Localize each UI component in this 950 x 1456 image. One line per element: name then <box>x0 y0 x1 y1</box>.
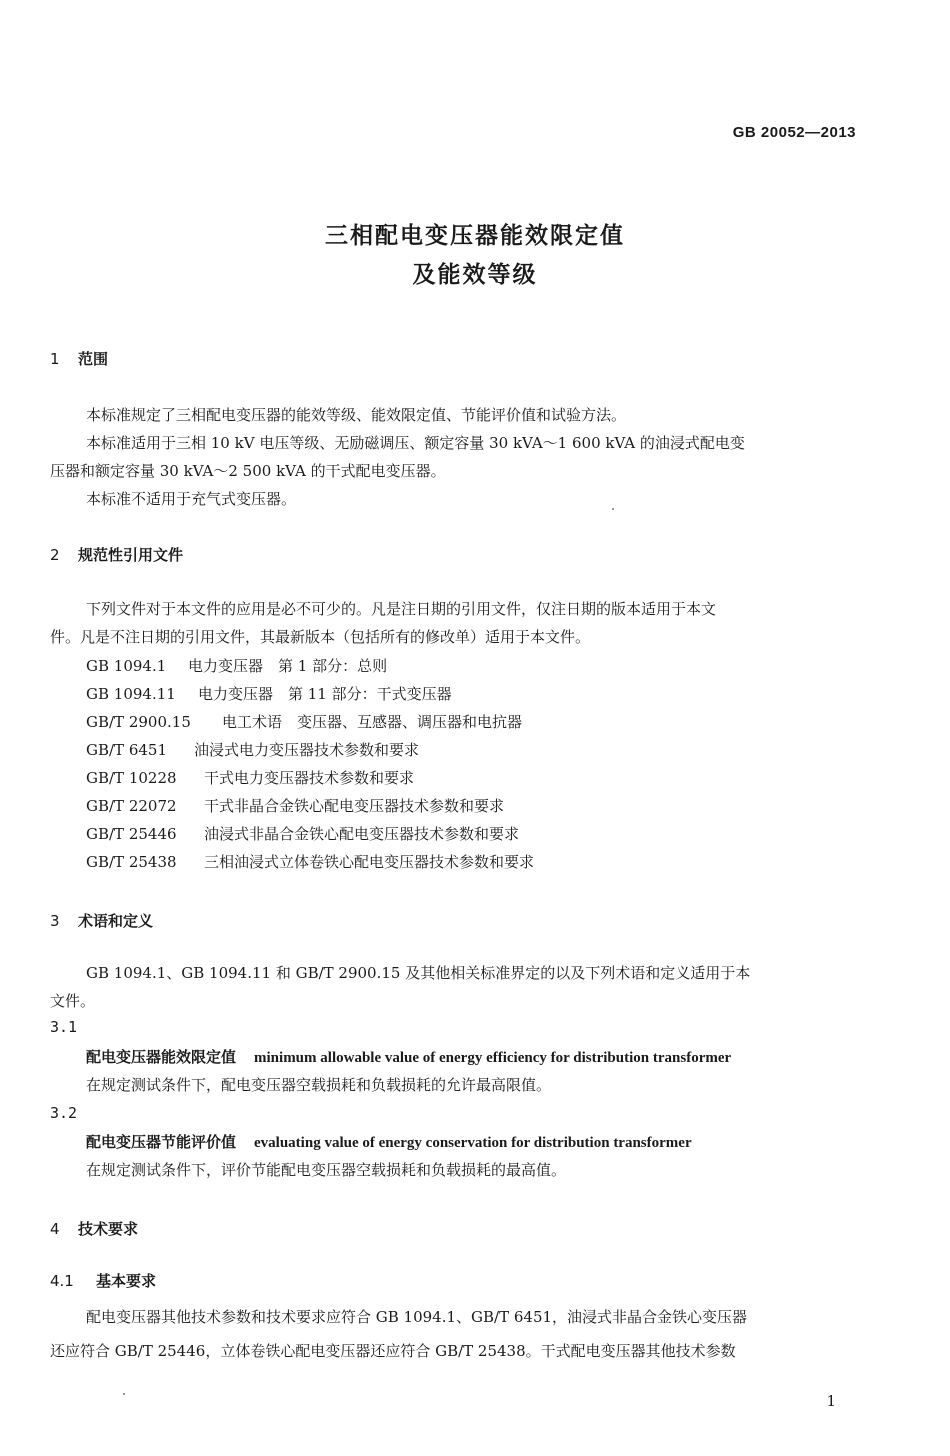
section-number: 1 <box>50 350 60 368</box>
subsection-4-1-heading <box>50 1270 156 1291</box>
section-title: 技术要求 <box>78 1220 139 1238</box>
section-title: 规范性引用文件 <box>78 546 184 564</box>
term-chinese: 配电变压器节能评价值 <box>86 1133 237 1151</box>
reference-item <box>86 711 522 732</box>
reference-code: GB/T 22072 <box>86 797 177 815</box>
reference-name: 电工术语 变压器、互感器、调压器和电抗器 <box>222 713 523 731</box>
scan-speck <box>123 1393 125 1395</box>
paragraph: 件。凡是不注日期的引用文件，其最新版本（包括所有的修改单）适用于本文件。 <box>50 628 591 646</box>
paragraph: 压器和额定容量 30 kVA～2 500 kVA 的干式配电变压器。 <box>50 462 446 480</box>
paragraph: GB 1094.1、GB 1094.11 和 GB/T 2900.15 及其他相关标准界定的以及下列术语和定义适用于本 <box>86 964 751 982</box>
paragraph: 配电变压器其他技术参数和技术要求应符合 GB 1094.1、GB/T 6451，油浸式非晶合金铁心变压器 <box>86 1308 748 1326</box>
reference-code: GB/T 2900.15 <box>86 713 191 731</box>
section-number: 2 <box>50 546 60 564</box>
term-english: evaluating value of energy conservation for distribution transformer <box>254 1135 692 1151</box>
document-title-line1: 三相配电变压器能效限定值 <box>325 223 625 249</box>
subsection-title: 基本要求 <box>96 1272 157 1290</box>
paragraph: 还应符合 GB/T 25446，立体卷铁心配电变压器还应符合 GB/T 25438。干式配电变压器其他技术参数 <box>50 1342 736 1360</box>
paragraph: 本标准规定了三相配电变压器的能效等级、能效限定值、节能评价值和试验方法。 <box>86 406 627 424</box>
paragraph: 文件。 <box>50 992 96 1010</box>
reference-item <box>86 739 419 760</box>
reference-code: GB 1094.11 <box>86 685 176 703</box>
term-title <box>86 1046 731 1067</box>
section-number: 4 <box>50 1220 60 1238</box>
term-title <box>86 1131 692 1152</box>
reference-name: 油浸式电力变压器技术参数和要求 <box>194 741 420 759</box>
reference-item <box>86 655 387 676</box>
paragraph: 本标准适用于三相 10 kV 电压等级、无励磁调压、额定容量 30 kVA～1 600 kVA 的油浸式配电变 <box>86 434 745 452</box>
reference-name: 油浸式非晶合金铁心配电变压器技术参数和要求 <box>204 825 520 843</box>
term-number: 3.2 <box>50 1104 78 1122</box>
reference-code: GB/T 10228 <box>86 769 177 787</box>
reference-name: 三相油浸式立体卷铁心配电变压器技术参数和要求 <box>204 853 535 871</box>
term-definition: 在规定测试条件下，评价节能配电变压器空载损耗和负载损耗的最高值。 <box>86 1161 567 1179</box>
section-3-heading <box>50 910 153 931</box>
term-definition: 在规定测试条件下，配电变压器空载损耗和负载损耗的允许最高限值。 <box>86 1076 552 1094</box>
reference-code: GB 1094.1 <box>86 657 167 675</box>
paragraph: 下列文件对于本文件的应用是必不可少的。凡是注日期的引用文件，仅注日期的版本适用于本文 <box>86 600 717 618</box>
reference-item <box>86 683 452 704</box>
reference-name: 干式非晶合金铁心配电变压器技术参数和要求 <box>204 797 505 815</box>
paragraph: 本标准不适用于充气式变压器。 <box>86 490 297 508</box>
document-title-line2: 及能效等级 <box>412 262 538 288</box>
term-english: minimum allowable value of energy efficiency for distribution transformer <box>254 1050 732 1066</box>
section-number: 3 <box>50 912 60 930</box>
reference-name: 电力变压器 第 11 部分：干式变压器 <box>198 685 452 703</box>
page-number: 1 <box>826 1392 836 1410</box>
section-title: 范围 <box>78 350 109 368</box>
reference-item <box>86 767 414 788</box>
subsection-number: 4.1 <box>50 1272 74 1290</box>
reference-code: GB/T 6451 <box>86 741 168 759</box>
term-chinese: 配电变压器能效限定值 <box>86 1048 237 1066</box>
section-title: 术语和定义 <box>78 912 154 930</box>
section-2-heading <box>50 544 183 565</box>
reference-name: 干式电力变压器技术参数和要求 <box>204 769 415 787</box>
reference-code: GB/T 25446 <box>86 825 177 843</box>
reference-item <box>86 795 504 816</box>
standard-code: GB 20052—2013 <box>732 124 856 141</box>
reference-item <box>86 851 534 872</box>
scan-speck <box>612 508 614 510</box>
section-4-heading <box>50 1218 138 1239</box>
reference-name: 电力变压器 第 1 部分：总则 <box>188 657 388 675</box>
section-1-heading <box>50 348 108 369</box>
term-number: 3.1 <box>50 1018 78 1036</box>
reference-item <box>86 823 519 844</box>
reference-code: GB/T 25438 <box>86 853 177 871</box>
